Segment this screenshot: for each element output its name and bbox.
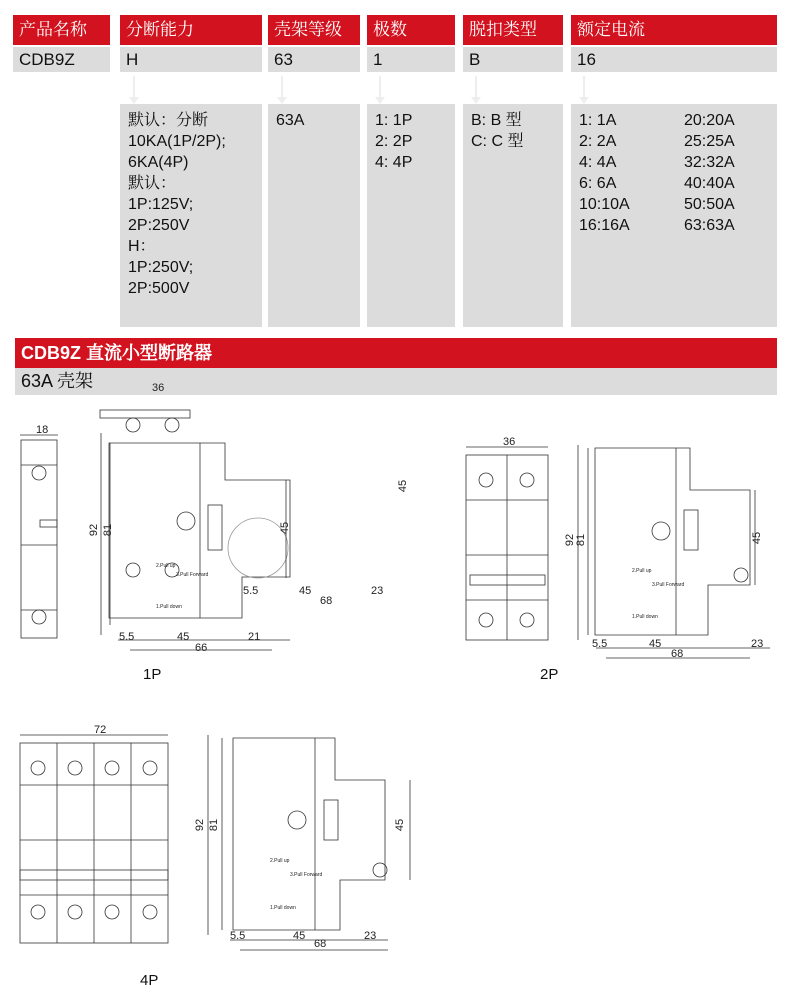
dim-label: 36 bbox=[152, 382, 165, 394]
note-label: 1.Pull down bbox=[632, 614, 658, 620]
drawing-1p-side bbox=[100, 410, 290, 650]
drawing-2p-front bbox=[466, 447, 548, 640]
drawing-2p-side bbox=[578, 445, 770, 658]
dim-label: 45 bbox=[293, 930, 306, 942]
note-label: 3.Pull Forward bbox=[290, 872, 323, 878]
detail-line: 10:10A bbox=[579, 196, 630, 213]
value-trip-type: B bbox=[463, 47, 563, 72]
dim-label: 5.5 bbox=[119, 631, 135, 643]
detail-line: 2P:250V bbox=[128, 217, 190, 234]
detail-line: 1: 1A bbox=[579, 112, 617, 129]
detail-line: 20:20A bbox=[684, 112, 735, 129]
dim-label: 36 bbox=[503, 436, 516, 448]
value-rated-current: 16 bbox=[571, 47, 777, 72]
value-poles: 1 bbox=[367, 47, 455, 72]
dim-label: 45 bbox=[397, 479, 410, 493]
detail-line: 4: 4P bbox=[375, 154, 413, 171]
dim-label: 72 bbox=[94, 724, 107, 736]
detail-line: 默认：分断 bbox=[128, 112, 209, 129]
dim-label: 45 bbox=[649, 638, 662, 650]
header-frame-grade: 壳架等级 bbox=[268, 15, 360, 45]
dim-label: 92 bbox=[194, 818, 207, 832]
note-label: 2.Pull up bbox=[270, 858, 290, 864]
dim-label: 45 bbox=[751, 531, 764, 545]
note-label: 2.Pull up bbox=[156, 563, 176, 569]
detail-line: 2: 2P bbox=[375, 133, 413, 150]
dim-label: 81 bbox=[575, 533, 588, 547]
header-rated-current: 额定电流 bbox=[571, 15, 777, 45]
dim-label: 92 bbox=[564, 533, 577, 547]
dim-label: 23 bbox=[371, 585, 384, 597]
dim-label: 81 bbox=[208, 818, 221, 832]
dim-label: 45 bbox=[177, 631, 190, 643]
dim-label: 68 bbox=[671, 648, 684, 660]
dim-label: 66 bbox=[195, 642, 208, 654]
dim-label: 18 bbox=[36, 424, 49, 436]
dim-label: 45 bbox=[279, 521, 292, 535]
detail-line: 1: 1P bbox=[375, 112, 413, 129]
drawing-label-4p: 4P bbox=[140, 972, 159, 989]
drawing-label-2p: 2P bbox=[540, 666, 559, 683]
detail-line: 6: 6A bbox=[579, 175, 617, 192]
note-label: 3.Pull Forward bbox=[652, 582, 685, 588]
section-subtitle: 63A 壳架 bbox=[15, 368, 777, 395]
detail-line: 1P:250V; bbox=[128, 259, 194, 276]
detail-line: C: C 型 bbox=[471, 133, 524, 150]
dim-label: 68 bbox=[314, 938, 327, 950]
dim-label: 23 bbox=[751, 638, 764, 650]
detail-line: 63A bbox=[276, 112, 305, 129]
header-poles: 极数 bbox=[367, 15, 455, 45]
detail-line: 50:50A bbox=[684, 196, 735, 213]
detail-line: 25:25A bbox=[684, 133, 735, 150]
detail-line: 1P:125V; bbox=[128, 196, 194, 213]
note-label: 2.Pull up bbox=[632, 568, 652, 574]
section-title: CDB9Z 直流小型断路器 bbox=[15, 338, 777, 368]
dim-label: 5.5 bbox=[230, 930, 246, 942]
dim-label: 5.5 bbox=[243, 585, 259, 597]
detail-line: B: B 型 bbox=[471, 112, 522, 129]
header-breaking-capacity: 分断能力 bbox=[120, 15, 262, 45]
dim-label: 45 bbox=[299, 585, 312, 597]
dim-label: 23 bbox=[364, 930, 377, 942]
detail-line: 32:32A bbox=[684, 154, 735, 171]
detail-line: 10KA(1P/2P); bbox=[128, 133, 226, 150]
detail-line: 2P:500V bbox=[128, 280, 190, 297]
detail-line: 40:40A bbox=[684, 175, 735, 192]
note-label: 3.Pull Forward bbox=[176, 572, 209, 578]
dim-label: 21 bbox=[248, 631, 261, 643]
value-breaking-capacity: H bbox=[120, 47, 262, 72]
dim-label: 45 bbox=[394, 818, 407, 832]
detail-line: H： bbox=[128, 238, 156, 255]
drawing-1p-front bbox=[20, 435, 58, 638]
dim-label: 5.5 bbox=[592, 638, 608, 650]
drawing-4p-side bbox=[208, 735, 410, 950]
header-trip-type: 脱扣类型 bbox=[463, 15, 563, 45]
note-label: 1.Pull down bbox=[156, 604, 182, 610]
note-label: 1.Pull down bbox=[270, 905, 296, 911]
detail-line: 默认： bbox=[128, 175, 177, 192]
detail-line: 16:16A bbox=[579, 217, 630, 234]
detail-line: 63:63A bbox=[684, 217, 735, 234]
detail-line: 6KA(4P) bbox=[128, 154, 189, 171]
drawing-4p-front bbox=[20, 735, 168, 943]
drawing-label-1p: 1P bbox=[143, 666, 162, 683]
detail-line: 4: 4A bbox=[579, 154, 617, 171]
value-frame-grade: 63 bbox=[268, 47, 360, 72]
dim-label: 92 bbox=[88, 523, 101, 537]
detail-line: 2: 2A bbox=[579, 133, 617, 150]
dim-label: 81 bbox=[102, 523, 115, 537]
value-product-name: CDB9Z bbox=[13, 47, 110, 72]
header-product-name: 产品名称 bbox=[13, 15, 110, 45]
dim-label: 68 bbox=[320, 595, 333, 607]
